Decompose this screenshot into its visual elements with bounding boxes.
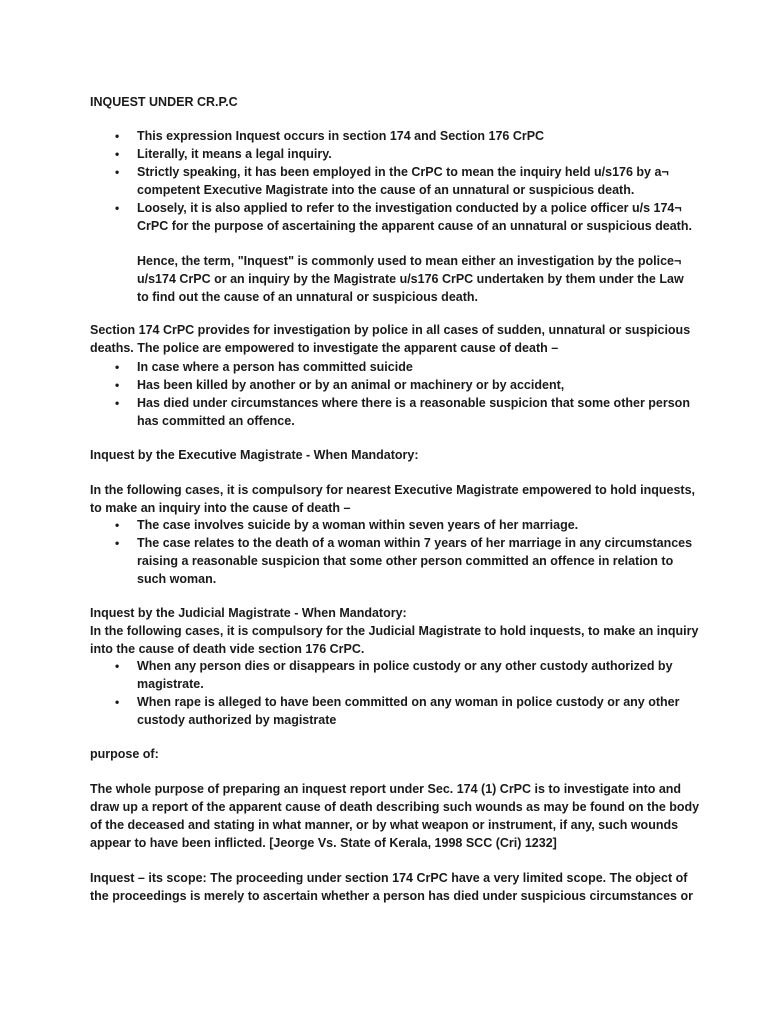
bullet-marker: • bbox=[115, 695, 120, 709]
jud-line-2: into the cause of death vide section 176 CrPC. bbox=[90, 642, 365, 656]
sec174-line-2: deaths. The police are empowered to investigate the apparent cause of death – bbox=[90, 341, 559, 355]
intro-bullet-3-cont: competent Executive Magistrate into the cause of an unnatural or suspicious death. bbox=[137, 183, 635, 197]
intro-bullet-1: This expression Inquest occurs in section 174 and Section 176 CrPC bbox=[137, 129, 545, 143]
sec174-line-1: Section 174 CrPC provides for investigation by police in all cases of sudden, unnatural or suspicious bbox=[90, 323, 691, 337]
sec174-bullet-3: Has died under circumstances where there is a reasonable suspicion that some other person bbox=[137, 396, 690, 410]
bullet-marker: • bbox=[115, 396, 120, 410]
bullet-marker: • bbox=[115, 165, 120, 179]
jud-bullet-2: When rape is alleged to have been committed on any woman in police custody or any other bbox=[137, 695, 680, 709]
sec174-bullet-2: Has been killed by another or by an animal or machinery or by accident, bbox=[137, 378, 565, 392]
scope-line-2: the proceedings is merely to ascertain whether a person has died under suspicious circumstances or bbox=[90, 889, 693, 903]
intro-bullet-4-cont: CrPC for the purpose of ascertaining the apparent cause of an unnatural or suspicious death. bbox=[137, 219, 692, 233]
sec174-bullet-3-cont: has committed an offence. bbox=[137, 414, 295, 428]
sec174-bullet-1: In case where a person has committed suicide bbox=[137, 360, 413, 374]
bullet-marker: • bbox=[115, 129, 120, 143]
intro-bullet-2: Literally, it means a legal inquiry. bbox=[137, 147, 332, 161]
hence-line-3: to find out the cause of an unnatural or suspicious death. bbox=[137, 290, 478, 304]
bullet-marker: • bbox=[115, 518, 120, 532]
jud-heading: Inquest by the Judicial Magistrate - When Mandatory: bbox=[90, 606, 407, 620]
purpose-line-1: The whole purpose of preparing an inquest report under Sec. 174 (1) CrPC is to investigate into and bbox=[90, 782, 682, 796]
hence-line-1: Hence, the term, "Inquest" is commonly used to mean either an investigation by the police¬ bbox=[137, 254, 682, 268]
document-title: INQUEST UNDER CR.P.C bbox=[90, 95, 238, 109]
intro-bullet-3: Strictly speaking, it has been employed in the CrPC to mean the inquiry held u/s176 by a¬ bbox=[137, 165, 669, 179]
purpose-line-4: appear to have been inflicted. [Jeorge Vs. State of Kerala, 1998 SCC (Cri) 1232] bbox=[90, 836, 557, 850]
exec-bullet-2-cont: such woman. bbox=[137, 572, 217, 586]
purpose-heading: purpose of: bbox=[90, 747, 159, 761]
bullet-marker: • bbox=[115, 201, 120, 215]
jud-bullet-1-cont: magistrate. bbox=[137, 677, 204, 691]
scope-line-1: Inquest – its scope: The proceeding under section 174 CrPC have a very limited scope. The object of bbox=[90, 871, 688, 885]
jud-bullet-2-cont: custody authorized by magistrate bbox=[137, 713, 337, 727]
exec-bullet-2-cont: raising a reasonable suspicion that some other person committed an offence in relation to bbox=[137, 554, 674, 568]
hence-line-2: u/s174 CrPC or an inquiry by the Magistrate u/s176 CrPC undertaken by them under the Law bbox=[137, 272, 684, 286]
bullet-marker: • bbox=[115, 378, 120, 392]
intro-bullet-4: Loosely, it is also applied to refer to the investigation conducted by a police officer u/s 174¬ bbox=[137, 201, 682, 215]
jud-line-1: In the following cases, it is compulsory for the Judicial Magistrate to hold inquests, to make an inquiry bbox=[90, 624, 699, 638]
bullet-marker: • bbox=[115, 536, 120, 550]
bullet-marker: • bbox=[115, 147, 120, 161]
purpose-line-2: draw up a report of the apparent cause of death describing such wounds as may be found on the body bbox=[90, 800, 700, 814]
exec-heading: Inquest by the Executive Magistrate - When Mandatory: bbox=[90, 448, 419, 462]
bullet-marker: • bbox=[115, 360, 120, 374]
exec-line-2: to make an inquiry into the cause of death – bbox=[90, 501, 351, 515]
exec-bullet-1: The case involves suicide by a woman within seven years of her marriage. bbox=[137, 518, 579, 532]
purpose-line-3: of the deceased and stating in what manner, or by what weapon or instrument, if any, such wounds bbox=[90, 818, 679, 832]
exec-bullet-2: The case relates to the death of a woman within 7 years of her marriage in any circumstances bbox=[137, 536, 693, 550]
jud-bullet-1: When any person dies or disappears in police custody or any other custody authorized by bbox=[137, 659, 673, 673]
exec-line-1: In the following cases, it is compulsory for nearest Executive Magistrate empowered to hold inquests, bbox=[90, 483, 695, 497]
bullet-marker: • bbox=[115, 659, 120, 673]
